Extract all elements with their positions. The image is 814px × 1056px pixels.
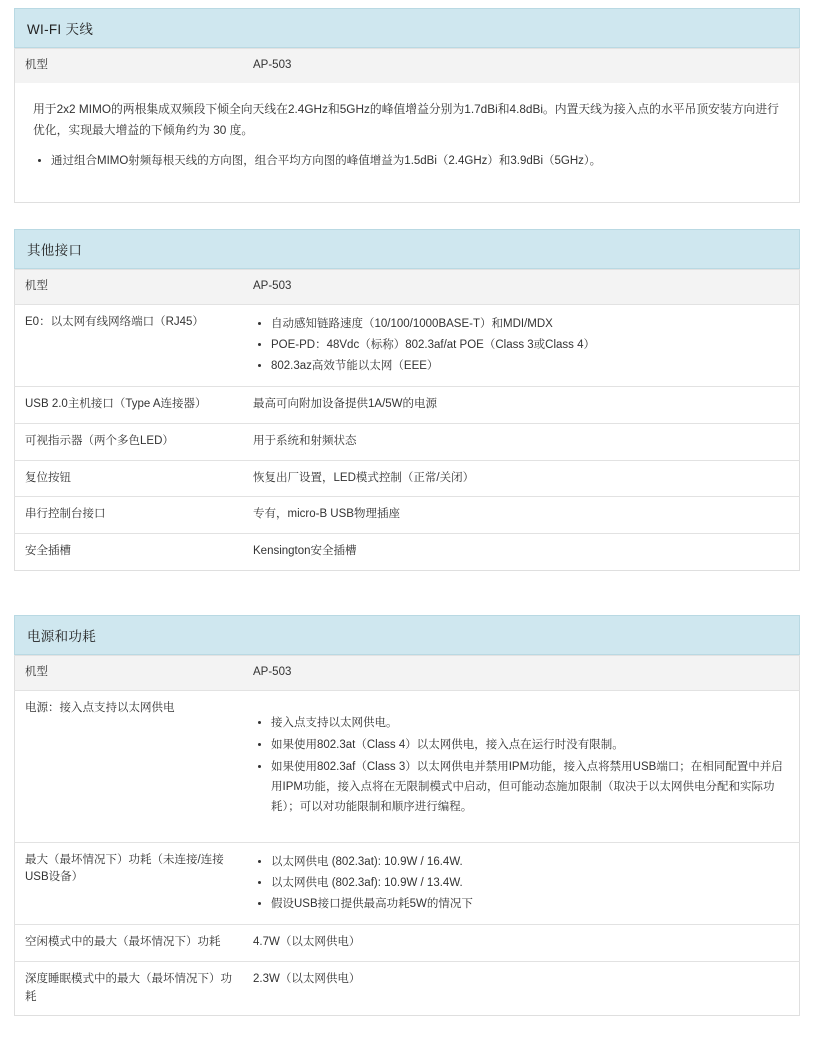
table-row xyxy=(15,842,800,924)
row-value: 恢复出厂设置，LED模式控制（正常/关闭） xyxy=(243,460,800,497)
row-value: 最高可向附加设备提供1A/5W的电源 xyxy=(243,387,800,424)
antenna-paragraph: 用于2x2 MIMO的两根集成双频段下倾全向天线在2.4GHz和5GHz的峰值增益分别为1.7dBi和4.8dBi。内置天线为接入点的水平吊顶安装方向进行优化，实现最大增益的下倾角约为 30 度。 xyxy=(33,101,779,138)
table-row xyxy=(15,961,800,1016)
table-row xyxy=(15,924,800,961)
model-value: AP-503 xyxy=(243,269,800,304)
row-value: 2.3W（以太网供电） xyxy=(243,961,800,1016)
list-item: • POE-PD：48Vdc（标称）802.3af/at POE（Class 3或Class 4） xyxy=(271,335,789,355)
power-table xyxy=(14,655,800,1016)
model-value: AP-503 xyxy=(243,49,800,83)
row-label: 最大（最坏情况下）功耗（未连接/连接USB设备） xyxy=(15,842,244,924)
model-label: 机型 xyxy=(15,49,244,83)
row-label: 串行控制台接口 xyxy=(15,497,244,534)
model-label: 机型 xyxy=(15,656,244,691)
table-row xyxy=(15,497,800,534)
list-item: • 如果使用802.3af（Class 3）以太网供电并禁用IPM功能，接入点将禁用USB端口；在相同配置中并启用IPM功能，接入点将在无限制模式中启动，但可能动态施加限制（取决于以太网供电分配和实际功耗）；可以对功能限制和顺序进行编程。 xyxy=(271,757,789,817)
row-label: 深度睡眠模式中的最大（最坏情况下）功耗 xyxy=(15,961,244,1016)
table-row xyxy=(15,460,800,497)
section-wifi-antenna xyxy=(14,8,800,203)
row-value: 4.7W（以太网供电） xyxy=(243,924,800,961)
table-row xyxy=(15,656,800,691)
row-label: USB 2.0主机接口（Type A连接器） xyxy=(15,387,244,424)
list-item: • 以太网供电 (802.3at): 10.9W / 16.4W. xyxy=(271,852,789,872)
table-row xyxy=(15,269,800,304)
antenna-bullet-list xyxy=(33,151,781,171)
section-spacer xyxy=(14,597,800,615)
section-other-interfaces xyxy=(14,229,800,571)
model-label: 机型 xyxy=(15,269,244,304)
bullet-list xyxy=(253,713,789,818)
row-label: 空闲模式中的最大（最坏情况下）功耗 xyxy=(15,924,244,961)
row-value xyxy=(243,690,800,842)
section-title: WI-FI 天线 xyxy=(14,8,800,48)
model-table xyxy=(14,48,800,83)
table-row xyxy=(15,534,800,571)
row-value xyxy=(243,842,800,924)
table-row xyxy=(15,387,800,424)
list-item: • 如果使用802.3at（Class 4）以太网供电，接入点在运行时没有限制。 xyxy=(271,735,789,755)
row-value: 用于系统和射频状态 xyxy=(243,423,800,460)
table-row xyxy=(15,49,800,83)
table-row xyxy=(15,304,800,386)
list-item: • 假设USB接口提供最高功耗5W的情况下 xyxy=(271,894,789,914)
section-power-consumption xyxy=(14,615,800,1016)
row-value: 专有，micro-B USB物理插座 xyxy=(243,497,800,534)
bullet-list xyxy=(253,852,789,914)
section-title: 其他接口 xyxy=(14,229,800,269)
table-row xyxy=(15,423,800,460)
list-item: • 通过组合MIMO射频每根天线的方向图，组合平均方向图的峰值增益为1.5dBi（2.4GHz）和3.9dBi（5GHz）。 xyxy=(51,151,781,171)
model-value: AP-503 xyxy=(243,656,800,691)
row-label: E0：以太网有线网络端口（RJ45） xyxy=(15,304,244,386)
row-label: 安全插槽 xyxy=(15,534,244,571)
row-label: 复位按钮 xyxy=(15,460,244,497)
interfaces-table xyxy=(14,269,800,571)
bullet-list xyxy=(253,314,789,376)
row-label: 可视指示器（两个多色LED） xyxy=(15,423,244,460)
list-item: • 802.3az高效节能以太网（EEE） xyxy=(271,356,789,376)
row-value: Kensington安全插槽 xyxy=(243,534,800,571)
antenna-description-block xyxy=(14,83,800,203)
list-item: • 以太网供电 (802.3af): 10.9W / 13.4W. xyxy=(271,873,789,893)
table-row xyxy=(15,690,800,842)
row-label: 电源：接入点支持以太网供电 xyxy=(15,690,244,842)
list-item: • 接入点支持以太网供电。 xyxy=(271,713,789,733)
section-title: 电源和功耗 xyxy=(14,615,800,655)
list-item: • 自动感知链路速度（10/100/1000BASE-T）和MDI/MDX xyxy=(271,314,789,334)
row-value xyxy=(243,304,800,386)
